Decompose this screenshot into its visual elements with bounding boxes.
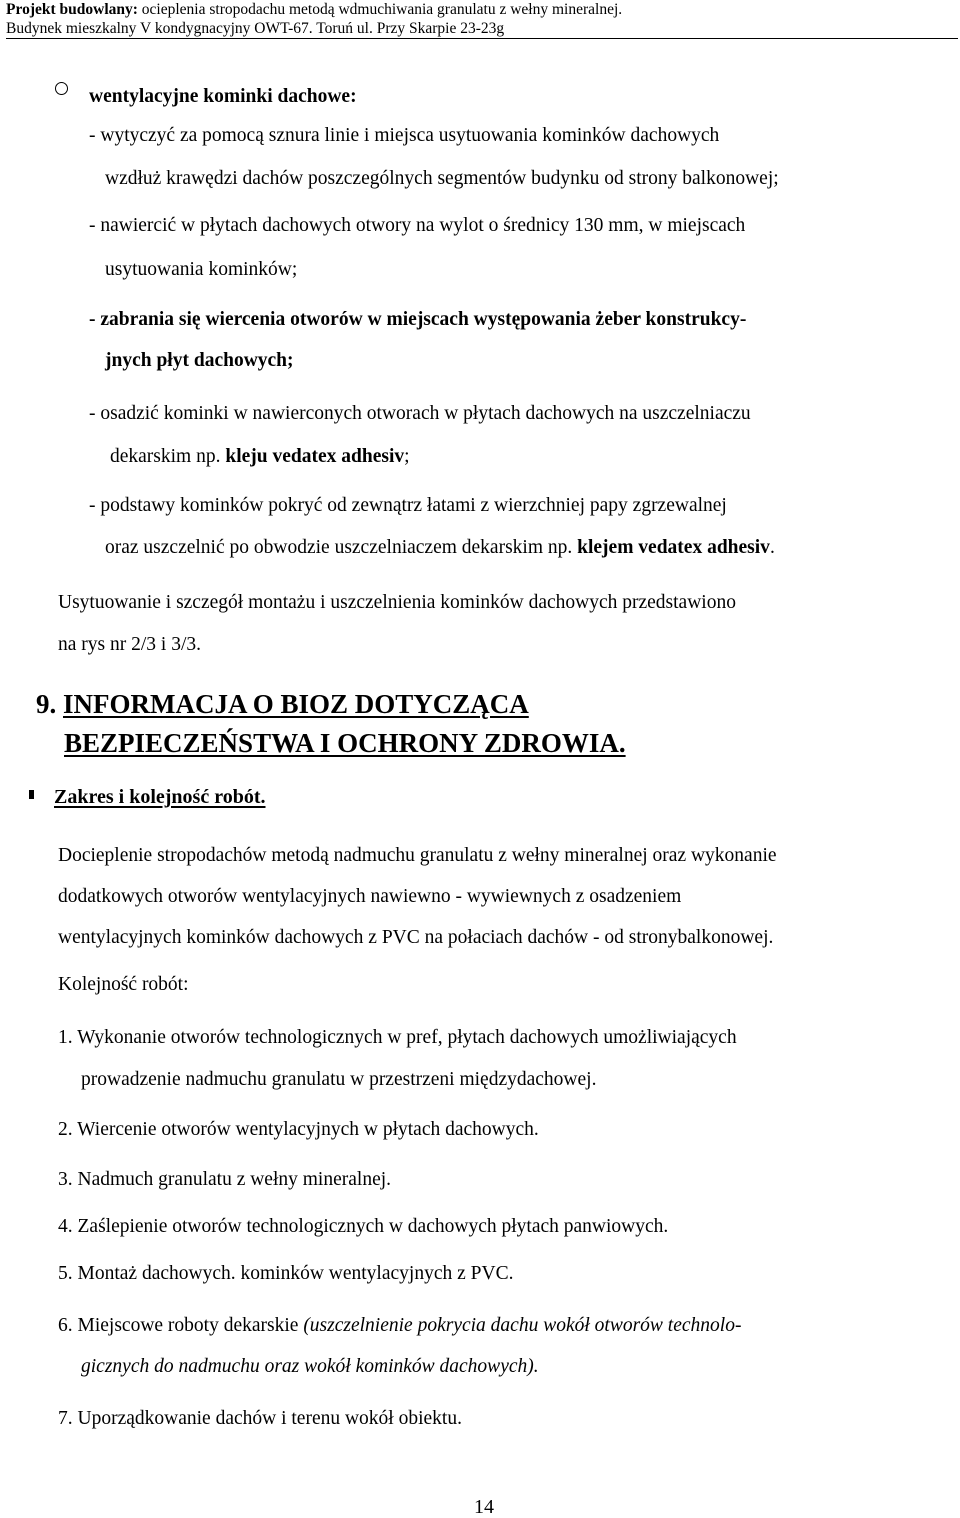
ventilation-line-6: jnych płyt dachowych; — [105, 350, 294, 371]
header-line-1 — [6, 0, 958, 19]
order-item-4: 4. Zaślepienie otworów technologicznych w dachowych płytach panwiowych. — [58, 1216, 669, 1237]
order-item-2: 2. Wiercenie otworów wentylacyjnych w płytach dachowych. — [58, 1119, 539, 1140]
ventilation-title: wentylacyjne kominki dachowe: — [89, 86, 357, 107]
section-9-subtitle: Zakres i kolejność robót. — [54, 786, 266, 808]
order-item-5: 5. Montaż dachowych. kominków wentylacyjnych z PVC. — [58, 1263, 514, 1284]
order-item-6-note-continued: gicznych do nadmuchu oraz wokół kominków dachowych). — [81, 1356, 539, 1377]
ventilation-line-4: usytuowania kominków; — [105, 259, 298, 280]
section-9-heading-line-2 — [64, 728, 626, 758]
adhesive-name-2: klejem vedatex adhesiv — [577, 537, 770, 558]
placement-paragraph-line-1: Usytuowanie i szczegół montażu i uszczelnienia kominków dachowych przedstawiono — [58, 592, 736, 613]
ventilation-line-10 — [105, 537, 775, 559]
square-bullet-icon — [29, 790, 34, 799]
scope-paragraph-line-1: Docieplenie stropodachów metodą nadmuchu granulatu z wełny mineralnej oraz wykonanie — [58, 845, 777, 866]
order-item-6-continued — [81, 1356, 539, 1378]
circle-bullet-icon — [55, 82, 68, 95]
ventilation-line-8-text: dekarskim np. — [110, 446, 226, 467]
section-9-title-1: INFORMACJA O BIOZ DOTYCZĄCA — [63, 689, 529, 719]
section-9-heading-line-1 — [36, 689, 529, 719]
section-9-title-2: BEZPIECZEŃSTWA I OCHRONY ZDROWIA. — [64, 728, 626, 758]
order-item-3: 3. Nadmuch granulatu z wełny mineralnej. — [58, 1169, 392, 1190]
placement-paragraph-line-2: na rys nr 2/3 i 3/3. — [58, 634, 201, 655]
ventilation-line-10-text: oraz uszczelnić po obwodzie uszczelniaczem dekarskim np. — [105, 537, 578, 558]
ventilation-line-10-end: . — [769, 537, 775, 558]
ventilation-line-7: - osadzić kominki w nawierconych otworach w płytach dachowych na uszczelniaczu — [89, 403, 751, 424]
order-item-6-note: (uszczelnienie pokrycia dachu wokół otworów technolo- — [303, 1315, 742, 1336]
page-number: 14 — [474, 1496, 494, 1518]
ventilation-line-8-end: ; — [404, 446, 410, 467]
scope-paragraph-line-2: dodatkowych otworów wentylacyjnych nawiewno - wywiewnych z osadzeniem — [58, 886, 682, 907]
order-item-1: 1. Wykonanie otworów technologicznych w pref, płytach dachowych umożliwiających — [58, 1027, 737, 1048]
order-item-7: 7. Uporządkowanie dachów i terenu wokół obiektu. — [58, 1408, 462, 1429]
header-project-label: Projekt budowlany: — [6, 1, 138, 18]
order-item-1-continued: prowadzenie nadmuchu granulatu w przestrzeni międzydachowej. — [81, 1069, 597, 1090]
ventilation-line-1: - wytyczyć za pomocą sznura linie i miejsca usytuowania kominków dachowych — [89, 125, 720, 146]
page-header — [6, 0, 958, 39]
scope-paragraph-line-3: wentylacyjnych kominków dachowych z PVC na połaciach dachów - od stronybalkonowej. — [58, 927, 774, 948]
adhesive-name: kleju vedatex adhesiv — [225, 446, 405, 467]
header-line-2: Budynek mieszkalny V kondygnacyjny OWT-67. Toruń ul. Przy Skarpie 23-23g — [6, 20, 505, 37]
ventilation-line-5: - zabrania się wiercenia otworów w miejscach występowania żeber konstrukcy- — [89, 309, 747, 330]
section-9-number: 9. — [36, 689, 63, 719]
ventilation-line-9: - podstawy kominków pokryć od zewnątrz łatami z wierzchniej papy zgrzewalnej — [89, 495, 727, 516]
ventilation-line-2: wzdłuż krawędzi dachów poszczególnych segmentów budynku od strony balkonowej; — [105, 168, 779, 189]
ventilation-line-3: - nawiercić w płytach dachowych otwory na wylot o średnicy 130 mm, w miejscach — [89, 215, 746, 236]
header-project-title: ocieplenia stropodachu metodą wdmuchiwania granulatu z wełny mineralnej. — [137, 1, 623, 18]
ventilation-line-8 — [110, 446, 410, 468]
order-item-6 — [58, 1315, 741, 1337]
order-item-6-text: 6. Miejscowe roboty dekarskie — [58, 1315, 304, 1336]
order-label: Kolejność robót: — [58, 974, 189, 995]
